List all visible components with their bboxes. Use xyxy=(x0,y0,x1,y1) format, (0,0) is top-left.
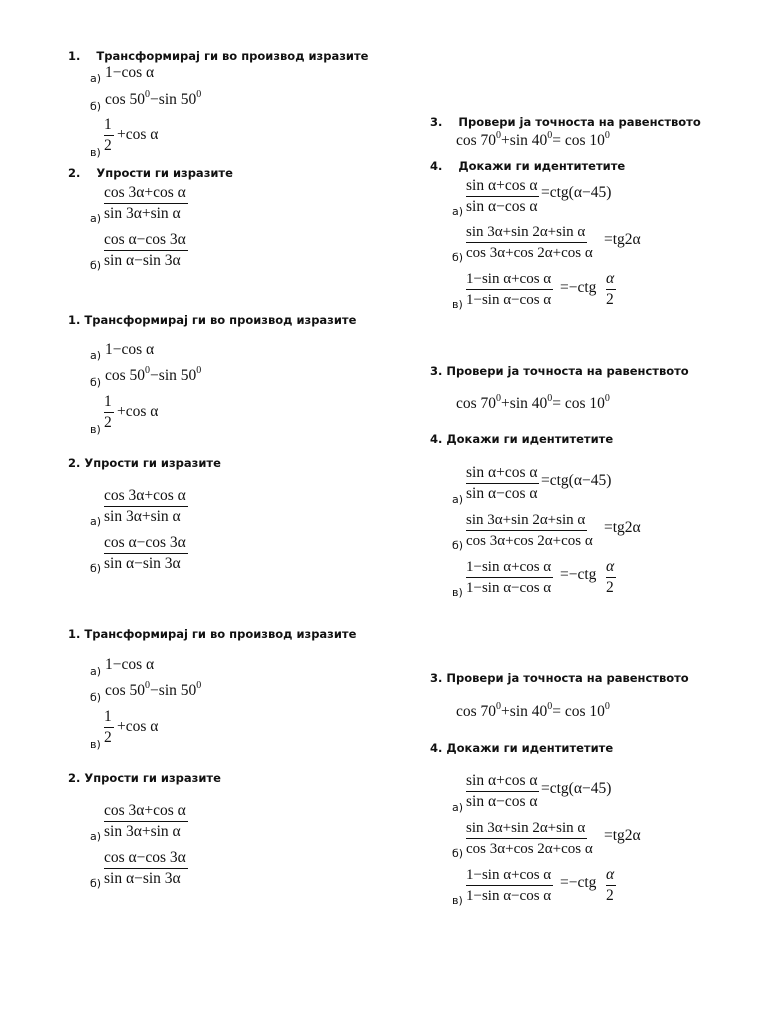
expr-cos50-minus-sin50: $\cos 50^0-\sin$ $50^0$ xyxy=(105,680,202,699)
item-label-b: б) xyxy=(452,847,464,860)
q2-heading: 2. Упрости ги изразите xyxy=(68,456,221,470)
item-label-b: б) xyxy=(90,877,102,890)
item-label-b: б) xyxy=(90,691,102,704)
fraction-alpha-half: $\frac{\alpha}{2}$ xyxy=(606,866,615,904)
fraction-q2a: $\frac{\text{cos 3α+cos α}}{\text{sin 3α+sin α}}$ xyxy=(104,802,186,840)
q4-heading: 4. Докажи ги идентитетите xyxy=(430,741,614,755)
q3-heading: 3. Провери ја точноста на равенството xyxy=(430,115,701,129)
expr-eq-ctg: =ctg(α−45) xyxy=(541,780,612,797)
item-label-a: а) xyxy=(452,205,464,218)
expr-plus-cos: +cos α xyxy=(117,718,159,735)
expr-plus-cos: +cos α xyxy=(117,403,159,420)
item-label-v: в) xyxy=(90,423,101,436)
item-label-a: а) xyxy=(90,830,102,843)
item-label-v: в) xyxy=(90,738,101,751)
expr-eq-mctg: =−ctg xyxy=(560,874,597,891)
expr-1-minus-cos: 1−cos α xyxy=(105,64,155,81)
expr-plus-cos: +cos α xyxy=(117,126,159,143)
fraction-q2a: $\frac{\text{cos 3α+cos α}}{\text{sin 3α+sin α}}$ xyxy=(104,487,186,525)
fraction-alpha-half: $\frac{\alpha}{2}$ xyxy=(606,558,615,596)
expr-eq-ctg: =ctg(α−45) xyxy=(541,472,612,489)
expr-cos70-sin40: $\cos 70^0+\sin$ $40^0= \cos 10^0$ xyxy=(456,130,610,149)
item-label-v: в) xyxy=(452,298,463,311)
q1-text: Трансформирај ги во производ изразите xyxy=(96,49,369,63)
q3-heading: 3. Провери ја точноста на равенството xyxy=(430,364,689,378)
item-label-a: а) xyxy=(90,665,102,678)
fraction-q4c: $\frac{\text{1−sin α+cos α}}{\text{1−sin α−cos α}}$ xyxy=(466,271,552,308)
fraction-q2a: $\frac{\text{cos 3α+cos α}}{\text{sin 3α+sin α}}$ xyxy=(104,184,186,222)
item-label-a: а) xyxy=(90,349,102,362)
fraction-q4c: $\frac{\text{1−sin α+cos α}}{\text{1−sin α−cos α}}$ xyxy=(466,559,552,596)
item-label-b: б) xyxy=(452,539,464,552)
q1-heading: 1. Трансформирај ги во производ изразите xyxy=(68,627,357,641)
item-label-b: б) xyxy=(90,562,102,575)
expr-eq-mctg: =−ctg xyxy=(560,566,597,583)
q4-heading: 4. Докажи ги идентитетите xyxy=(430,432,614,446)
expr-cos70-sin40: $\cos 70^0+\sin$ $40^0= \cos 10^0$ xyxy=(456,393,610,412)
expr-eq-ctg: =ctg(α−45) xyxy=(541,184,612,201)
expr-eq-mctg: =−ctg xyxy=(560,279,597,296)
q1-heading xyxy=(68,49,368,63)
fraction-q4c: $\frac{\text{1−sin α+cos α}}{\text{1−sin α−cos α}}$ xyxy=(466,867,552,904)
item-label-a: а) xyxy=(90,515,102,528)
fraction-q2b: $\frac{\text{cos α−cos 3α}}{\text{sin α−sin 3α}}$ xyxy=(104,534,186,572)
fraction-half: $\frac{1}{2}$ xyxy=(104,116,112,154)
fraction-q4a: $\frac{\text{sin α+cos α}}{\text{sin α−cos α}}$ xyxy=(466,772,538,810)
item-label-a: а) xyxy=(90,72,102,85)
item-label-a: а) xyxy=(90,212,102,225)
q2-heading: 2. Упрости ги изразите xyxy=(68,166,233,180)
q2-heading: 2. Упрости ги изразите xyxy=(68,771,221,785)
item-label-b: б) xyxy=(90,259,102,272)
fraction-q2b: $\frac{\text{cos α−cos 3α}}{\text{sin α−sin 3α}}$ xyxy=(104,231,186,269)
fraction-q4b: $\frac{\text{sin 3α+sin 2α+sin α}}{\text{cos 3α+cos 2α+cos α}}$ xyxy=(466,512,593,549)
item-label-b: б) xyxy=(452,251,464,264)
fraction-q4b: $\frac{\text{sin 3α+sin 2α+sin α}}{\text{cos 3α+cos 2α+cos α}}$ xyxy=(466,820,593,857)
fraction-alpha-half: $\frac{\alpha}{2}$ xyxy=(606,270,615,308)
item-label-v: в) xyxy=(452,894,463,907)
expr-cos50-minus-sin50: $\cos 50^0-\sin$ $50^0$ xyxy=(105,365,202,384)
fraction-q4a: $\frac{\text{sin α+cos α}}{\text{sin α−cos α}}$ xyxy=(466,177,538,215)
q3-heading: 3. Провери ја точноста на равенството xyxy=(430,671,689,685)
item-label-b: б) xyxy=(90,376,102,389)
fraction-half: $\frac{1}{2}$ xyxy=(104,708,112,746)
expr-eq-tg2: =tg2α xyxy=(604,827,641,844)
item-label-v: в) xyxy=(90,146,101,159)
expr-eq-tg2: =tg2α xyxy=(604,519,641,536)
q1-number: 1. xyxy=(68,49,81,63)
fraction-half: $\frac{1}{2}$ xyxy=(104,393,112,431)
expr-cos50-minus-sin50: $\cos 50^0-\sin$ $50^0$ xyxy=(105,89,202,108)
expr-cos70-sin40: $\cos 70^0+\sin$ $40^0= \cos 10^0$ xyxy=(456,701,610,720)
q1-heading: 1. Трансформирај ги во производ изразите xyxy=(68,313,357,327)
item-label-b: б) xyxy=(90,100,102,113)
fraction-q4a: $\frac{\text{sin α+cos α}}{\text{sin α−cos α}}$ xyxy=(466,464,538,502)
q4-heading: 4. Докажи ги идентитетите xyxy=(430,159,626,173)
item-label-a: а) xyxy=(452,493,464,506)
item-label-a: а) xyxy=(452,801,464,814)
fraction-q2b: $\frac{\text{cos α−cos 3α}}{\text{sin α−sin 3α}}$ xyxy=(104,849,186,887)
expr-eq-tg2: =tg2α xyxy=(604,231,641,248)
expr-1-minus-cos: 1−cos α xyxy=(105,656,155,673)
fraction-q4b: $\frac{\text{sin 3α+sin 2α+sin α}}{\text{cos 3α+cos 2α+cos α}}$ xyxy=(466,224,593,261)
item-label-v: в) xyxy=(452,586,463,599)
expr-1-minus-cos: 1−cos α xyxy=(105,341,155,358)
